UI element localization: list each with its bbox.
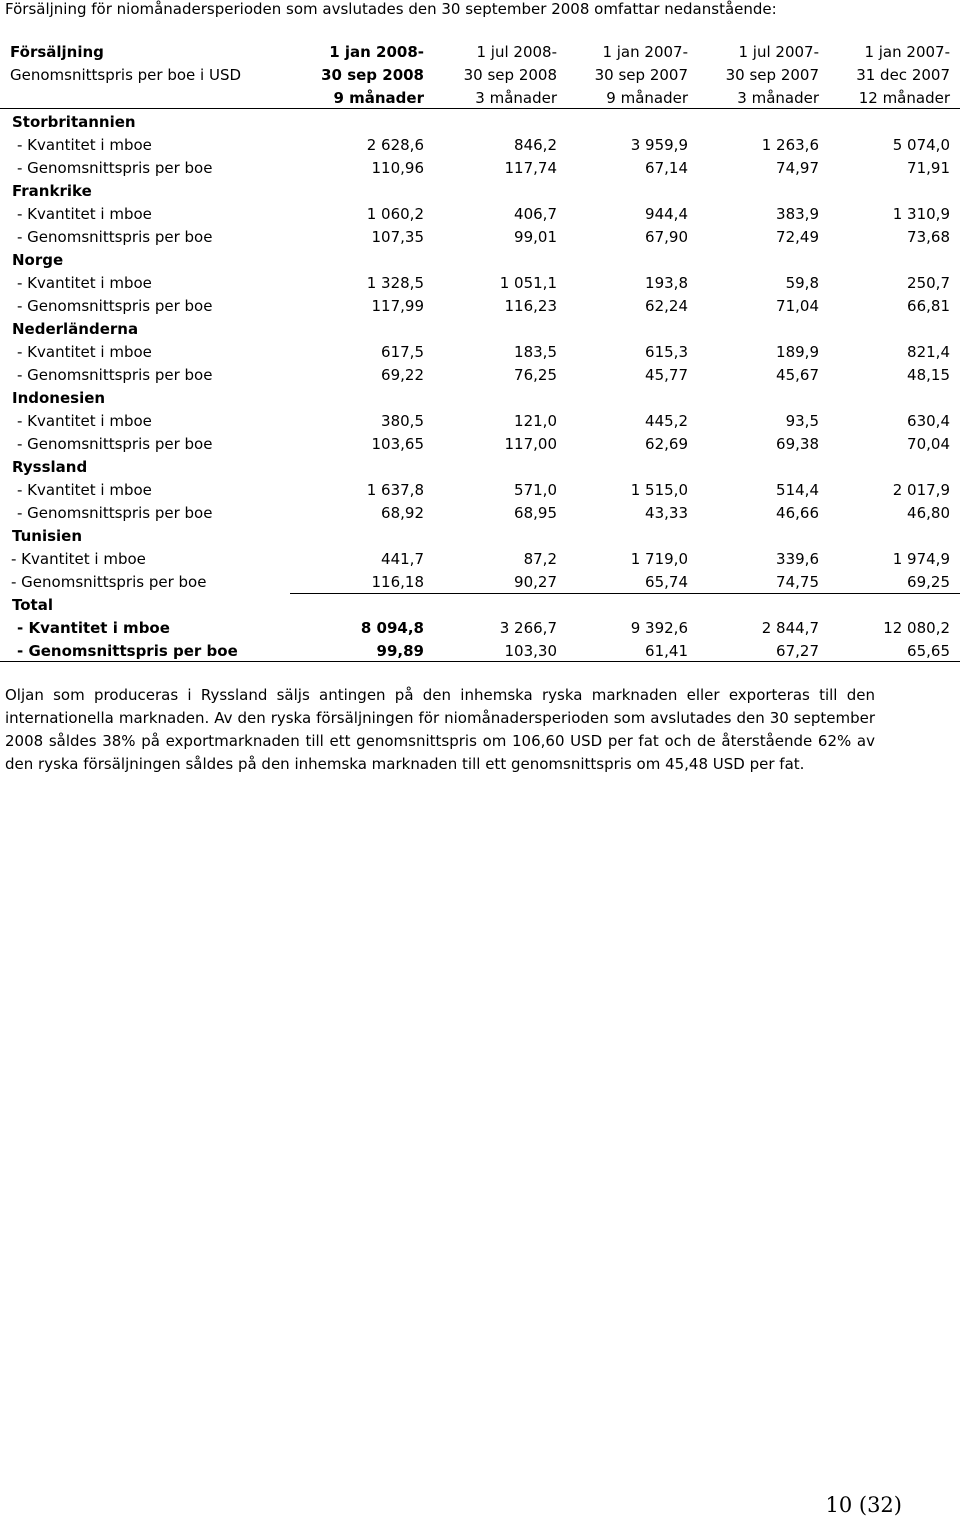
col5-line1: 1 jan 2007- — [864, 43, 950, 61]
cell: 43,33 — [645, 504, 688, 522]
cell: 406,7 — [514, 205, 557, 223]
cell: 5 074,0 — [892, 136, 950, 154]
section-row — [0, 594, 960, 617]
col3-line2: 30 sep 2007 — [594, 66, 688, 84]
table-bottom-rule — [0, 661, 960, 662]
table-row — [0, 364, 960, 387]
row-label: - Genomsnittspris per boe — [17, 297, 213, 315]
row-label: - Genomsnittspris per boe — [17, 504, 213, 522]
cell: 116,18 — [371, 573, 424, 591]
row-label: - Kvantitet i mboe — [17, 343, 152, 361]
cell: 48,15 — [907, 366, 950, 384]
cell: 846,2 — [514, 136, 557, 154]
cell: 8 094,8 — [360, 619, 424, 637]
table-row — [0, 410, 960, 433]
cell: 93,5 — [785, 412, 819, 430]
cell: 3 266,7 — [499, 619, 557, 637]
cell: 121,0 — [514, 412, 557, 430]
cell: 116,23 — [504, 297, 557, 315]
cell: 103,65 — [371, 435, 424, 453]
col4-line2: 30 sep 2007 — [725, 66, 819, 84]
cell: 1 328,5 — [366, 274, 424, 292]
section-row — [0, 318, 960, 341]
body-paragraph: Oljan som produceras i Ryssland säljs antingen på den inhemska ryska marknaden eller exporteras till den internationella marknaden. Av den ryska försäljningen för niomånadersperioden som avslutades den 30 september 2008 såldes 38% på exportmarknaden till ett genomsnittspris om 106,60 USD per fat och de återstående 62% av den ryska försäljningen såldes på den inhemska marknaden till ett genomsnittspris om 45,48 USD per fat. — [5, 686, 875, 773]
table-row — [0, 479, 960, 502]
table-row — [0, 295, 960, 318]
cell: 68,95 — [514, 504, 557, 522]
table-row — [0, 134, 960, 157]
cell: 183,5 — [514, 343, 557, 361]
cell: 71,04 — [776, 297, 819, 315]
table-row — [0, 341, 960, 364]
cell: 383,9 — [776, 205, 819, 223]
cell: 72,49 — [776, 228, 819, 246]
cell: 2 017,9 — [892, 481, 950, 499]
table-header-row-3 — [0, 87, 960, 109]
cell: 193,8 — [645, 274, 688, 292]
row-label: - Kvantitet i mboe — [17, 619, 170, 637]
row-label: - Kvantitet i mboe — [17, 274, 152, 292]
cell: 944,4 — [645, 205, 688, 223]
cell: 2 844,7 — [761, 619, 819, 637]
cell: 117,00 — [504, 435, 557, 453]
row-label: - Kvantitet i mboe — [17, 481, 152, 499]
cell: 339,6 — [776, 550, 819, 568]
section-row — [0, 387, 960, 410]
cell: 12 080,2 — [883, 619, 950, 637]
row-label: Storbritannien — [12, 113, 136, 131]
row-label: Nederländerna — [12, 320, 139, 338]
col5-line3: 12 månader — [858, 89, 950, 107]
row-label: Ryssland — [12, 458, 88, 476]
table-row — [0, 203, 960, 226]
cell: 65,65 — [907, 642, 950, 660]
cell: 61,41 — [645, 642, 688, 660]
total-row — [0, 617, 960, 640]
cell: 73,68 — [907, 228, 950, 246]
row-label: Norge — [12, 251, 64, 269]
page-number: 10 (32) — [825, 1493, 902, 1517]
cell: 1 719,0 — [630, 550, 688, 568]
row-label: Tunisien — [12, 527, 83, 545]
cell: 445,2 — [645, 412, 688, 430]
table-row — [0, 571, 960, 594]
section-row — [0, 525, 960, 548]
cell: 441,7 — [381, 550, 424, 568]
cell: 9 392,6 — [630, 619, 688, 637]
row-label: - Kvantitet i mboe — [17, 412, 152, 430]
col4-line3: 3 månader — [737, 89, 819, 107]
cell: 71,91 — [907, 159, 950, 177]
cell: 76,25 — [514, 366, 557, 384]
row-label: Total — [12, 596, 53, 614]
intro-text: Försäljning för niomånadersperioden som avslutades den 30 september 2008 omfattar nedanstående: — [5, 0, 777, 18]
row-label: - Genomsnittspris per boe — [17, 642, 238, 660]
header-rule — [0, 108, 960, 109]
cell: 66,81 — [907, 297, 950, 315]
cell: 3 959,9 — [630, 136, 688, 154]
table-row — [0, 272, 960, 295]
cell: 110,96 — [371, 159, 424, 177]
cell: 514,4 — [776, 481, 819, 499]
cell: 67,14 — [645, 159, 688, 177]
cell: 821,4 — [907, 343, 950, 361]
section-row — [0, 249, 960, 272]
col2-line2: 30 sep 2008 — [463, 66, 557, 84]
cell: 45,77 — [645, 366, 688, 384]
cell: 1 263,6 — [761, 136, 819, 154]
cell: 74,75 — [776, 573, 819, 591]
row-label: - Genomsnittspris per boe — [11, 573, 207, 591]
row-label: Indonesien — [12, 389, 106, 407]
cell: 46,80 — [907, 504, 950, 522]
cell: 62,24 — [645, 297, 688, 315]
section-row — [0, 180, 960, 203]
cell: 65,74 — [645, 573, 688, 591]
cell: 69,25 — [907, 573, 950, 591]
row-label: - Genomsnittspris per boe — [17, 228, 213, 246]
row-label: - Kvantitet i mboe — [17, 205, 152, 223]
table-row — [0, 548, 960, 571]
cell: 103,30 — [504, 642, 557, 660]
section-row — [0, 456, 960, 479]
col3-line3: 9 månader — [606, 89, 688, 107]
table-row — [0, 226, 960, 249]
cell: 69,22 — [381, 366, 424, 384]
col5-line2: 31 dec 2007 — [856, 66, 950, 84]
cell: 1 637,8 — [366, 481, 424, 499]
cell: 380,5 — [381, 412, 424, 430]
row-label: - Kvantitet i mboe — [11, 550, 146, 568]
cell: 67,27 — [776, 642, 819, 660]
section-row — [0, 111, 960, 134]
cell: 615,3 — [645, 343, 688, 361]
row-label: - Genomsnittspris per boe — [17, 366, 213, 384]
col4-line1: 1 jul 2007- — [738, 43, 819, 61]
col1-line2: 30 sep 2008 — [321, 66, 424, 84]
cell: 67,90 — [645, 228, 688, 246]
cell: 2 628,6 — [366, 136, 424, 154]
col2-line3: 3 månader — [475, 89, 557, 107]
col1-line1: 1 jan 2008- — [329, 43, 424, 61]
cell: 59,8 — [785, 274, 819, 292]
cell: 1 051,1 — [499, 274, 557, 292]
cell: 68,92 — [381, 504, 424, 522]
cell: 1 310,9 — [892, 205, 950, 223]
table-row — [0, 157, 960, 180]
col2-line1: 1 jul 2008- — [476, 43, 557, 61]
row-label: Frankrike — [12, 182, 92, 200]
table-row — [0, 433, 960, 456]
row-label: - Genomsnittspris per boe — [17, 159, 213, 177]
cell: 1 060,2 — [366, 205, 424, 223]
cell: 250,7 — [907, 274, 950, 292]
cell: 107,35 — [371, 228, 424, 246]
cell: 99,01 — [514, 228, 557, 246]
row-label: - Genomsnittspris per boe — [17, 435, 213, 453]
cell: 69,38 — [776, 435, 819, 453]
table-header-row-1 — [0, 41, 960, 63]
cell: 99,89 — [376, 642, 424, 660]
header-label-sales: Försäljning — [10, 43, 104, 61]
cell: 571,0 — [514, 481, 557, 499]
table-row — [0, 502, 960, 525]
cell: 46,66 — [776, 504, 819, 522]
cell: 70,04 — [907, 435, 950, 453]
cell: 74,97 — [776, 159, 819, 177]
cell: 1 974,9 — [892, 550, 950, 568]
cell: 189,9 — [776, 343, 819, 361]
col3-line1: 1 jan 2007- — [602, 43, 688, 61]
header-label-avg-price: Genomsnittspris per boe i USD — [10, 66, 242, 84]
cell: 1 515,0 — [630, 481, 688, 499]
cell: 45,67 — [776, 366, 819, 384]
row-label: - Kvantitet i mboe — [17, 136, 152, 154]
total-row — [0, 640, 960, 663]
table-header-row-2 — [0, 64, 960, 86]
cell: 62,69 — [645, 435, 688, 453]
cell: 117,99 — [371, 297, 424, 315]
cell: 90,27 — [514, 573, 557, 591]
col1-line3: 9 månader — [333, 89, 424, 107]
cell: 87,2 — [523, 550, 557, 568]
cell: 117,74 — [504, 159, 557, 177]
cell: 630,4 — [907, 412, 950, 430]
cell: 617,5 — [381, 343, 424, 361]
